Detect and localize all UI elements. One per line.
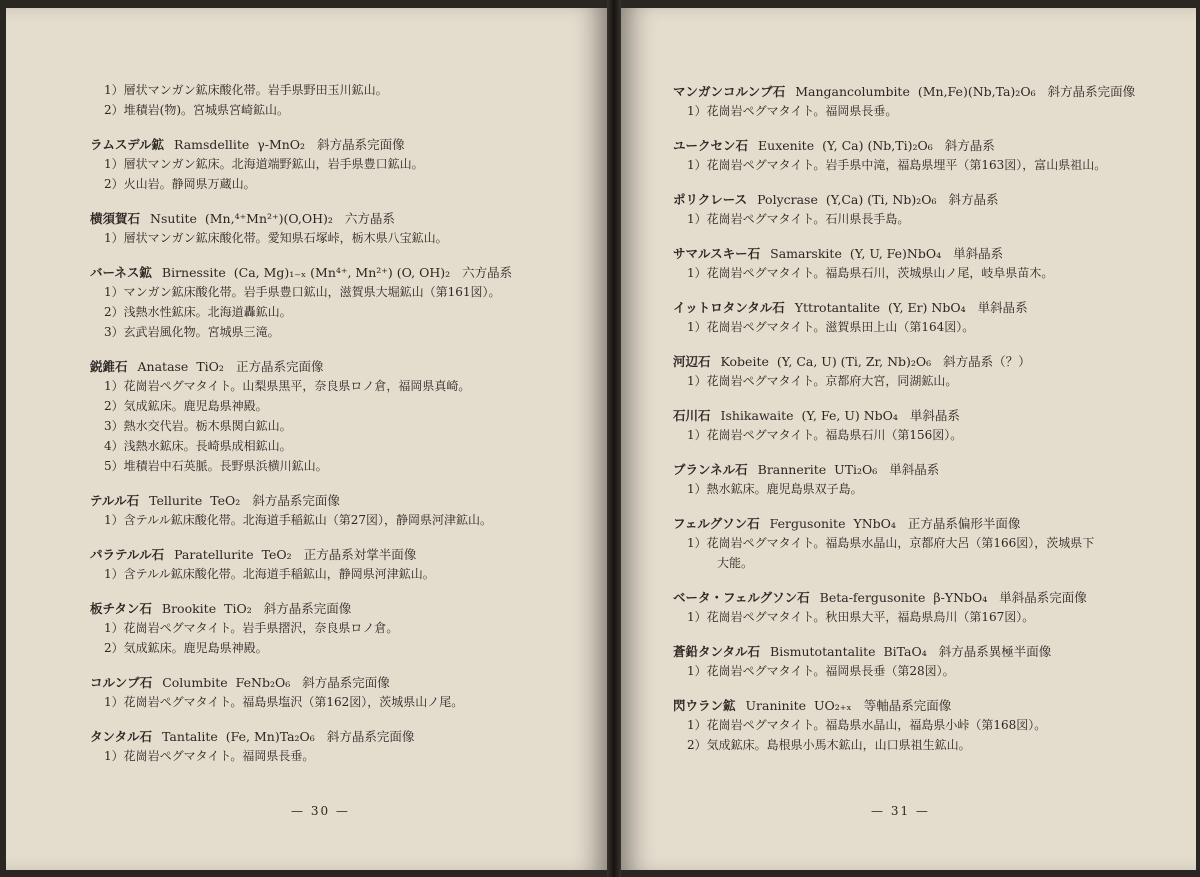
crystal-system: 単斜晶系完面像 (999, 590, 1087, 605)
mineral-name-en: Polycrase (757, 192, 818, 207)
mineral-name-ja: 板チタン石 (90, 601, 152, 616)
mineral-name-en: Columbite (162, 675, 228, 690)
mineral-heading (90, 727, 587, 746)
mineral-entry (673, 588, 1176, 627)
mineral-entry (90, 209, 587, 248)
mineral-name-en: Nsutite (150, 211, 197, 226)
crystal-system: 斜方晶系完面像 (263, 601, 352, 616)
chemical-formula: (Fe, Mn)Ta₂O₆ (225, 729, 315, 744)
mineral-heading (90, 357, 587, 376)
locality-line: 1）花崗岩ペグマタイト。福島県石川（第156図）。 (687, 428, 963, 442)
crystal-system: 単斜晶系 (953, 246, 1004, 261)
chemical-formula: (Y, Er) NbO₄ (887, 300, 966, 315)
mineral-heading (673, 352, 1176, 371)
mineral-name-en: Brannerite (757, 462, 827, 477)
mineral-entry (90, 599, 587, 658)
mineral-heading (90, 135, 587, 154)
crystal-system: 単斜晶系 (977, 300, 1028, 315)
mineral-name-en: Tantalite (162, 729, 218, 744)
mineral-name-en: Beta-fergusonite (819, 590, 926, 605)
locality-line: 2）浅熱水性鉱床。北海道轟鉱山。 (104, 305, 292, 319)
mineral-name-ja: ベータ・フェルグソン石 (673, 590, 810, 605)
mineral-name-ja: イットロタンタル石 (673, 300, 785, 315)
crystal-system: 単斜晶系 (909, 408, 960, 423)
mineral-name-en: Fergusonite (769, 516, 846, 531)
locality-line: 1）花崗岩ペグマタイト。京都府大宮，同湖鉱山。 (687, 374, 958, 388)
mineral-name-ja: マンガンコルンブ石 (673, 84, 786, 99)
locality-line: 1）花崗岩ペグマタイト。福島県水晶山，福島県小峠（第168図）。 (687, 718, 1047, 732)
crystal-system: 斜方晶系完面像 (252, 493, 340, 508)
crystal-system: 正方晶系対掌半面像 (303, 547, 417, 562)
locality-line: 4）浅熱水鉱床。長崎県成相鉱山。 (104, 439, 292, 453)
page-number-left: — 30 — (291, 804, 350, 818)
mineral-name-ja: サマルスキー石 (673, 246, 761, 261)
mineral-entry (673, 514, 1176, 573)
locality-line: 1）花崗岩ペグマタイト。石川県長手島。 (687, 212, 910, 226)
chemical-formula: (Y, Ca, U) (Ti, Zr, Nb)₂O₆ (776, 354, 932, 369)
mineral-entry (673, 352, 1176, 391)
chemical-formula: UTi₂O₆ (834, 462, 878, 477)
mineral-entry (90, 357, 587, 476)
chemical-formula: (Mn,⁴⁺Mn²⁺)(O,OH)₂ (204, 211, 333, 226)
crystal-system: 等軸晶系完面像 (863, 698, 952, 713)
crystal-system: 斜方晶系完面像 (1047, 84, 1136, 99)
locality-line: 1）花崗岩ペグマタイト。山梨県黒平，奈良県ロノ倉，福岡県真崎。 (104, 379, 471, 393)
mineral-entry (90, 263, 587, 342)
mineral-name-ja: ポリクレース (673, 192, 748, 207)
mineral-heading (673, 190, 1176, 209)
mineral-heading (673, 82, 1176, 101)
crystal-system: 斜方晶系完面像 (302, 675, 390, 690)
chemical-formula: (Ca, Mg)₁₋ₓ (Mn⁴⁺, Mn²⁺) (O, OH)₂ (233, 265, 451, 280)
locality-line: 1）花崗岩ペグマタイト。岩手県摺沢，奈良県ロノ倉。 (104, 621, 399, 635)
mineral-name-en: Birnessite (161, 265, 226, 280)
chemical-formula: TiO₂ (224, 601, 252, 616)
mineral-name-ja: ユークセン石 (673, 138, 749, 153)
crystal-system: 六方晶系 (344, 211, 395, 226)
locality-line: 1）マンガン鉱床酸化帯。岩手県豊口鉱山，滋賀県大堀鉱山（第161図）。 (104, 285, 501, 299)
mineral-name-en: Paratellurite (174, 547, 254, 562)
mineral-name-en: Tellurite (149, 493, 203, 508)
mineral-entry (673, 460, 1176, 499)
chemical-formula: β-YNbO₄ (933, 590, 988, 605)
mineral-heading (673, 460, 1176, 479)
page-number-right: — 31 — (871, 804, 930, 818)
mineral-heading (90, 491, 587, 510)
mineral-name-ja: フェルグソン石 (673, 516, 760, 531)
mineral-name-en: Mangancolumbite (795, 84, 910, 99)
mineral-name-en: Yttrotantalite (794, 300, 880, 315)
chemical-formula: FeNb₂O₆ (235, 675, 291, 690)
crystal-system: 斜方晶系 (944, 138, 995, 153)
book-gutter (607, 0, 621, 877)
mineral-list-right (673, 82, 1176, 755)
mineral-heading (90, 599, 587, 618)
mineral-name-en: Uraninite (745, 698, 806, 713)
right-page (621, 8, 1196, 870)
locality-line: 3）玄武岩風化物。宮城県三滝。 (104, 325, 280, 339)
chemical-formula: γ-MnO₂ (257, 137, 306, 152)
mineral-entry (673, 190, 1176, 229)
crystal-system: 斜方晶系異極半面像 (938, 644, 1052, 659)
locality-line-continuation: 大能。 (717, 556, 754, 570)
mineral-name-ja: 石川石 (673, 408, 711, 423)
mineral-heading (673, 136, 1176, 155)
mineral-name-ja: タンタル石 (90, 729, 153, 744)
locality-line: 1）層状マンガン鉱床。北海道端野鉱山，岩手県豊口鉱山。 (104, 157, 424, 171)
mineral-heading (673, 588, 1176, 607)
mineral-name-ja: コルンブ石 (90, 675, 153, 690)
mineral-entry (90, 545, 587, 584)
locality-line: 1）花崗岩ペグマタイト。福島県水晶山，京都府大呂（第166図），茨城県下 (687, 536, 1095, 550)
locality-line: 1）花崗岩ペグマタイト。岩手県中滝，福島県埋平（第163図），富山県祖山。 (687, 158, 1107, 172)
locality-line: 2）気成鉱床。鹿児島県神殿。 (104, 399, 268, 413)
mineral-name-en: Brookite (161, 601, 217, 616)
locality-line: 2）火山岩。静岡県万蔵山。 (104, 177, 256, 191)
locality-line: 3）熱水交代岩。栃木県関白鉱山。 (104, 419, 292, 433)
mineral-name-ja: パラテルル石 (90, 547, 165, 562)
mineral-heading (673, 244, 1176, 263)
mineral-entry (673, 244, 1176, 283)
mineral-heading (673, 298, 1176, 317)
locality-line: 1）含テルル鉱床酸化帯。北海道手稲鉱山（第27図），静岡県河津鉱山。 (104, 513, 493, 527)
crystal-system: 斜方晶系完面像 (326, 729, 415, 744)
crystal-system: 斜方晶系（？） (943, 354, 1031, 369)
chemical-formula: (Y,Ca) (Ti, Nb)₂O₆ (825, 192, 937, 207)
crystal-system: 斜方晶系 (948, 192, 999, 207)
lead-lines (90, 80, 587, 120)
mineral-name-en: Euxenite (758, 138, 815, 153)
crystal-system: 単斜晶系 (889, 462, 940, 477)
mineral-name-ja: 横須賀石 (90, 211, 141, 226)
mineral-heading (90, 673, 587, 692)
mineral-name-en: Kobeite (720, 354, 769, 369)
mineral-name-ja: 蒼鉛タンタル石 (673, 644, 761, 659)
crystal-system: 正方晶系完面像 (235, 359, 324, 374)
mineral-name-ja: バーネス鉱 (90, 265, 152, 280)
locality-line: 1）熱水鉱床。鹿児島県双子島。 (687, 482, 863, 496)
left-page (6, 8, 607, 870)
mineral-heading (673, 642, 1176, 661)
locality-line: 2）気成鉱床。鹿児島県神殿。 (104, 641, 268, 655)
mineral-entry (90, 673, 587, 712)
mineral-name-ja: 河辺石 (673, 354, 711, 369)
locality-line: 1）含テルル鉱床酸化帯。北海道手稲鉱山，静岡県河津鉱山。 (104, 567, 435, 581)
mineral-entry (673, 82, 1176, 121)
mineral-heading (90, 545, 587, 564)
mineral-name-ja: 閃ウラン鉱 (673, 698, 736, 713)
chemical-formula: (Y, U, Fe)NbO₄ (849, 246, 942, 261)
locality-line: 2）気成鉱床。島根県小馬木鉱山，山口県祖生鉱山。 (687, 738, 971, 752)
chemical-formula: TeO₂ (210, 493, 241, 508)
mineral-entry (90, 727, 587, 766)
mineral-entry (673, 136, 1176, 175)
chemical-formula: TiO₂ (196, 359, 224, 374)
locality-line: 2）堆積岩(物)。宮城県宮崎鉱山。 (104, 103, 289, 117)
chemical-formula: BiTaO₄ (883, 644, 927, 659)
mineral-list-left (90, 135, 587, 766)
mineral-name-en: Bismutotantalite (770, 644, 876, 659)
mineral-name-en: Ishikawaite (720, 408, 794, 423)
mineral-entry (673, 696, 1176, 755)
mineral-heading (90, 209, 587, 228)
mineral-entry (90, 135, 587, 194)
mineral-heading (673, 696, 1176, 715)
locality-line: 5）堆積岩中石英脈。長野県浜横川鉱山。 (104, 459, 328, 473)
crystal-system: 正方晶系偏形半面像 (907, 516, 1021, 531)
crystal-system: 六方晶系 (462, 265, 513, 280)
mineral-name-en: Ramsdellite (174, 137, 250, 152)
locality-line: 1）花崗岩ペグマタイト。福島県塩沢（第162図），茨城県山ノ尾。 (104, 695, 464, 709)
locality-line: 1）層状マンガン鉱床酸化帯。岩手県野田玉川鉱山。 (104, 83, 388, 97)
mineral-entry (673, 298, 1176, 337)
locality-line: 1）花崗岩ペグマタイト。滋賀県田上山（第164図）。 (687, 320, 975, 334)
mineral-heading (90, 263, 587, 282)
mineral-name-ja: テルル石 (90, 493, 140, 508)
mineral-entry (90, 491, 587, 530)
chemical-formula: TeO₂ (261, 547, 292, 562)
crystal-system: 斜方晶系完面像 (317, 137, 405, 152)
locality-line: 1）花崗岩ペグマタイト。福岡県長垂。 (687, 104, 898, 118)
mineral-heading (673, 514, 1176, 533)
mineral-name-en: Anatase (137, 359, 189, 374)
chemical-formula: UO₂₊ₓ (814, 698, 852, 713)
mineral-entry (673, 406, 1176, 445)
chemical-formula: YNbO₄ (853, 516, 896, 531)
mineral-name-ja: 鋭錐石 (90, 359, 128, 374)
locality-line: 1）花崗岩ペグマタイト。福島県石川，茨城県山ノ尾，岐阜県苗木。 (687, 266, 1054, 280)
mineral-name-ja: ラムスデル鉱 (90, 137, 165, 152)
mineral-name-ja: ブランネル石 (673, 462, 748, 477)
locality-line: 1）層状マンガン鉱床酸化帯。愛知県石塚峠，栃木県八宝鉱山。 (104, 231, 448, 245)
mineral-name-en: Samarskite (770, 246, 842, 261)
chemical-formula: (Y, Ca) (Nb,Ti)₂O₆ (822, 138, 933, 153)
chemical-formula: (Y, Fe, U) NbO₄ (801, 408, 898, 423)
locality-line: 1）花崗岩ペグマタイト。福岡県長垂。 (104, 749, 315, 763)
locality-line: 1）花崗岩ペグマタイト。福岡県長垂（第28図）。 (687, 664, 955, 678)
chemical-formula: (Mn,Fe)(Nb,Ta)₂O₆ (917, 84, 1036, 99)
locality-line: 1）花崗岩ペグマタイト。秋田県大平，福島県鳥川（第167図）。 (687, 610, 1035, 624)
mineral-heading (673, 406, 1176, 425)
mineral-entry (673, 642, 1176, 681)
